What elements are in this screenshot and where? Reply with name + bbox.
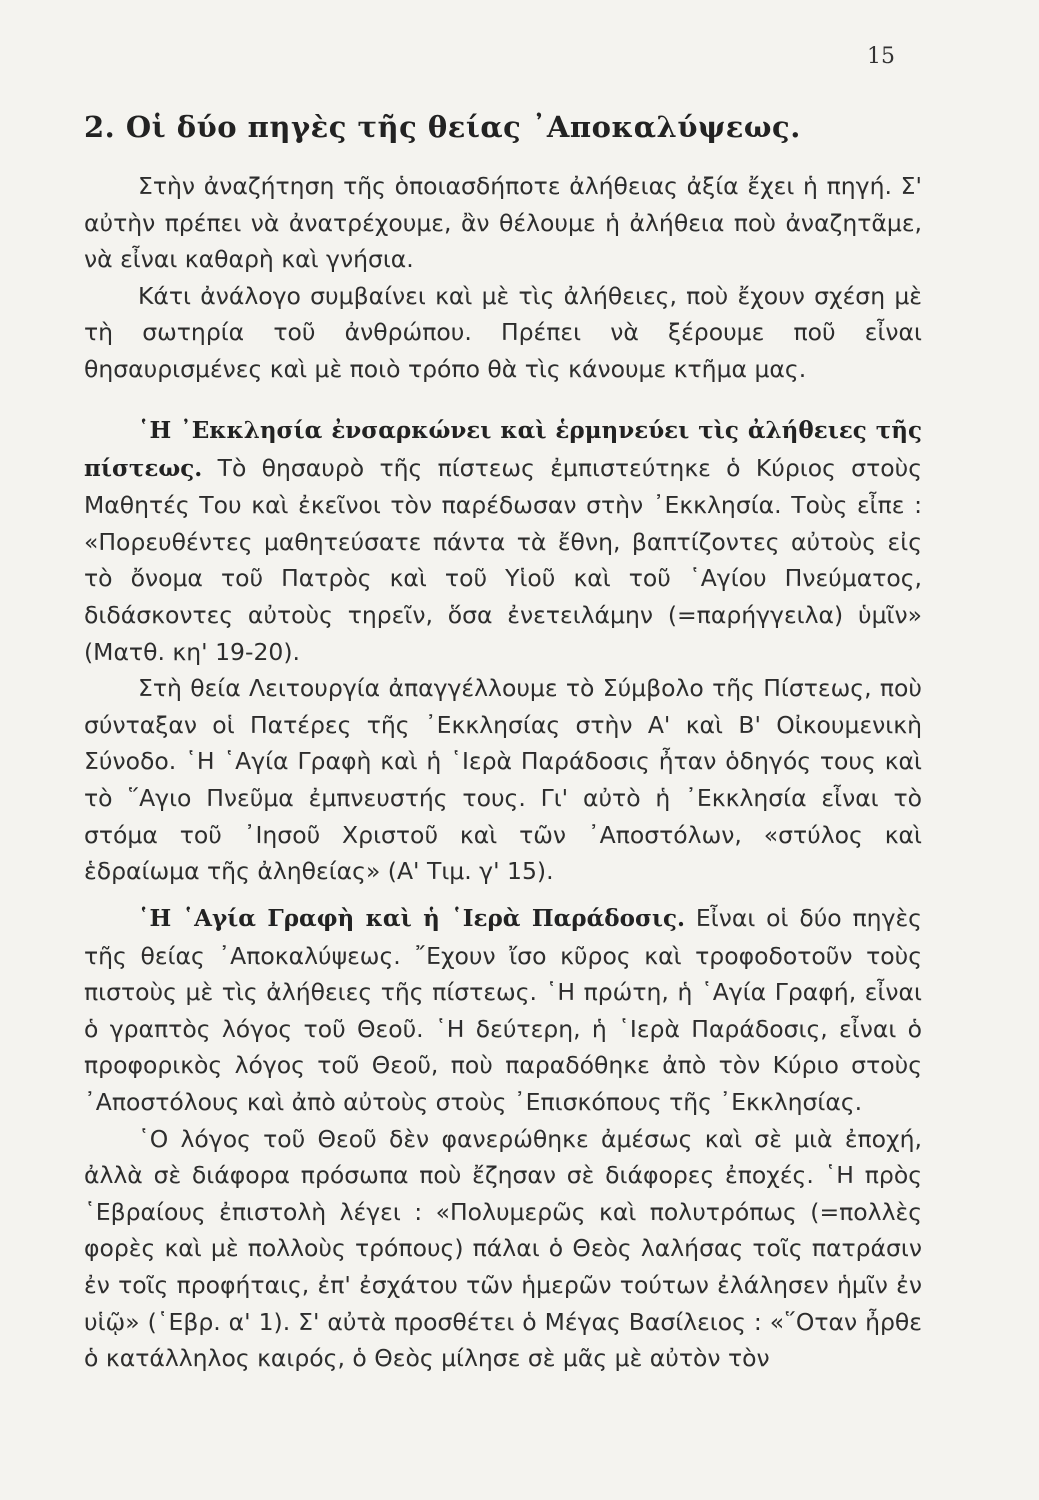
- paragraph: [84, 412, 922, 670]
- section-title: 2. Οἱ δύο πηγὲς τῆς θείας ᾿Αποκαλύψεως.: [84, 110, 801, 144]
- paragraph: Στὴ θεία Λειτουργία ἀπαγγέλλουμε τὸ Σύμβολο τῆς Πίστεως, ποὺ σύνταξαν οἱ Πατέρες τῆς ᾿Εκκλησίας στὴν Α' καὶ Β' Οἰκουμενικὴ Σύνοδο. ῾Η ῾Αγία Γραφὴ καὶ ἡ ῾Ιερὰ Παράδοσις ἦταν ὁδηγός τους καὶ τὸ ῞Αγιο Πνεῦμα ἐμπνευστής τους. Γι' αὐτὸ ἡ ᾿Εκκλησία εἶναι τὸ στόμα τοῦ ᾿Ιησοῦ Χριστοῦ καὶ τῶν ᾿Αποστόλων, «στύλος καὶ ἑδραίωμα τῆς ἀληθείας» (Α' Τιμ. γ' 15).: [84, 674, 922, 886]
- scripture-tradition-block: [84, 900, 922, 1377]
- page-number: 15: [867, 44, 895, 69]
- paragraph-lead-rest: Τὸ θησαυρὸ τῆς πίστεως ἐμπιστεύτηκε ὁ Κύριος στοὺς Μαθητές Του καὶ ἐκεῖνοι τὸν παρέδωσαν στὴν ᾿Εκκλησία. Τοὺς εἶπε : «Πορευθέντες μαθητεύσατε πάντα τὰ ἔθνη, βαπτίζοντες αὐτοὺς εἰς τὸ ὄνομα τοῦ Πατρὸς καὶ τοῦ Υἱοῦ καὶ τοῦ ῾Αγίου Πνεύματος, διδάσκοντες αὐτοὺς τηρεῖν, ὅσα ἐνετειλάμην (=παρήγγειλα) ὑμῖν» (Ματθ. κη' 19-20).: [84, 453, 922, 666]
- church-block: [84, 412, 922, 890]
- paragraph: [84, 900, 922, 1121]
- paragraph: Κάτι ἀνάλογο συμβαίνει καὶ μὲ τὶς ἀλήθειες, ποὺ ἔχουν σχέση μὲ τὴ σωτηρία τοῦ ἀνθρώπου. Πρέπει νὰ ξέρουμε ποῦ εἶναι θησαυρισμένες καὶ μὲ ποιὸ τρόπο θὰ τὶς κάνουμε κτῆμα μας.: [84, 281, 922, 383]
- paragraph-lead: ῾Η ῾Αγία Γραφὴ καὶ ἡ ῾Ιερὰ Παράδοσις.: [138, 905, 686, 932]
- paragraph-lead-rest: Εἶναι οἱ δύο πηγὲς τῆς θείας ᾿Αποκαλύψεως. ῎Εχουν ἴσο κῦρος καὶ τροφοδοτοῦν τοὺς πιστοὺς μὲ τὶς ἀλήθειες τῆς πίστεως. ῾Η πρώτη, ἡ ῾Αγία Γραφή, εἶναι ὁ γραπτὸς λόγος τοῦ Θεοῦ. ῾Η δεύτερη, ἡ ῾Ιερὰ Παράδοσις, εἶναι ὁ προφορικὸς λόγος τοῦ Θεοῦ, ποὺ παραδόθηκε ἀπὸ τὸν Κύριο στοὺς ᾿Αποστόλους καὶ ἀπὸ αὐτοὺς στοὺς ᾿Επισκόπους τῆς ᾿Εκκλησίας.: [84, 904, 922, 1116]
- paragraph-lead: ῾Η ᾿Εκκλησία ἐνσαρκώνει καὶ ἑρμηνεύει τὶς ἀλήθειες τῆς πίστεως.: [84, 417, 922, 482]
- intro-block: [84, 168, 922, 388]
- paragraph: Στὴν ἀναζήτηση τῆς ὁποιασδήποτε ἀλήθειας ἀξία ἔχει ἡ πηγή. Σ' αὐτὴν πρέπει νὰ ἀνατρέχουμε, ἂν θέλουμε ἡ ἀλήθεια ποὺ ἀναζητᾶμε, νὰ εἶναι καθαρὴ καὶ γνήσια.: [84, 172, 922, 274]
- paragraph: ῾Ο λόγος τοῦ Θεοῦ δὲν φανερώθηκε ἀμέσως καὶ σὲ μιὰ ἐποχή, ἀλλὰ σὲ διάφορα πρόσωπα ποὺ ἔζησαν σὲ διάφορες ἐποχές. ῾Η πρὸς ῾Εβραίους ἐπιστολὴ λέγει : «Πολυμερῶς καὶ πολυτρόπως (=πολλὲς φορὲς καὶ μὲ πολλοὺς τρόπους) πάλαι ὁ Θεὸς λαλήσας τοῖς πατράσιν ἐν τοῖς προφήταις, ἐπ' ἐσχάτου τῶν ἡμερῶν τούτων ἐλάλησεν ἡμῖν ἐν υἱῷ» (῾Εβρ. α' 1). Σ' αὐτὰ προσθέτει ὁ Μέγας Βασίλειος : «῞Οταν ἦρθε ὁ κατάλληλος καιρός, ὁ Θεὸς μίλησε σὲ μᾶς μὲ αὐτὸν τὸν: [84, 1124, 922, 1373]
